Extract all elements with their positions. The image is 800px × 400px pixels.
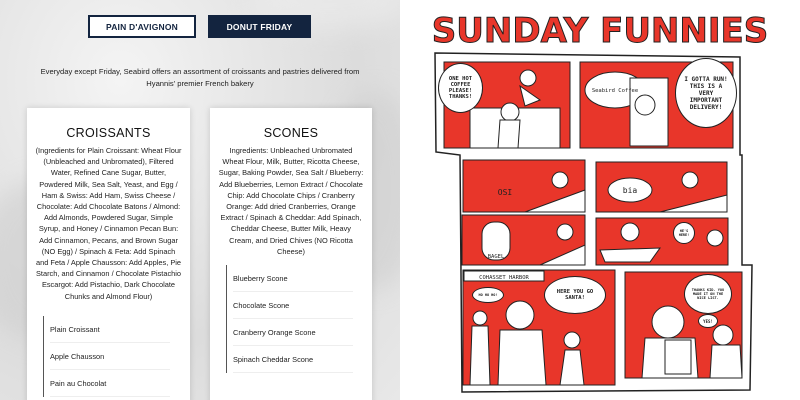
speech-bubble: HE'S HERE! [673,222,695,244]
croissants-ingredients: (Ingredients for Plain Croissant: Wheat Flour (Unbleached and Unbromated), Filtered Water, Refined Cane Sugar, Butter, Powdered Milk, Sea Salt, Yeast, and Egg / Ham & Swiss: Add Ham, Swiss Cheese / Chocolate: Add Chocolate Batons / Almond: Add Almonds, Powdered Sugar, Simple Syrup, and Honey / Cinnamon Pecan Bun: Add Cinnamon, Pecans, and Brown Sugar (NO Egg) / Spinach & Feta: Add Spinach and Feta / Apple Chausson: Add Apples, Pie Starch, and Cinnamon / Chocolate Pistachio Escargot: Add Pistachio, Dark Chocolate Chunks and Almond Flour) [35,146,182,301]
comic-title: SUNDAY FUNNIES [431,11,769,51]
speech-bubble: THANKS KID. YOU MADE IT ON THE NICE LIST. [684,274,732,314]
speech-bubble: I GOTTA RUN! THIS IS A VERY IMPORTANT DELIVERY! [675,58,737,128]
croissants-card [27,108,190,400]
sign-cohasset: COHASSET HARBOR [479,275,529,281]
scones-list [226,265,364,373]
sign-seabird: Seabird Coffee [591,88,639,94]
list-item[interactable]: Pain au Chocolat [50,370,170,397]
list-item[interactable]: Blueberry Scone [233,265,353,292]
description: Everyday except Friday, Seabird offers an assortment of croissants and pastries delivered from Hyannis' premier French bakery [40,67,360,88]
tab-pain-davignon[interactable]: PAIN D'AVIGNON [88,15,196,38]
croissants-list [43,316,182,397]
tab-donut-friday[interactable]: DONUT FRIDAY [208,15,311,38]
comic-illustration [400,0,800,400]
sign-osi: OSI [497,188,513,197]
speech-bubble: HERE YOU GO SANTA! [544,276,606,314]
speech-bubble: YES! [698,314,718,328]
speech-bubble: HO HO HO! [472,287,504,303]
scones-card [210,108,372,400]
croissants-title: CROISSANTS [66,126,151,140]
scones-title: SCONES [263,126,319,140]
list-item[interactable]: Spinach Cheddar Scone [233,346,353,373]
comic-strip [400,0,800,400]
scones-ingredients: Ingredients: Unbleached Unbromated Wheat Flour, Milk, Butter, Ricotta Cheese, Sugar, Baking Powder, Sea Salt / Blueberry: Add Blueberries, Lemon Extract / Chocolate Chip: Add Chocolate Chips / Cranberry Orange: Add dried Cranberries, Orange Extract / Spinach & Cheddar: Add Spinach, Cheddar Cheese, Butter Milk, Heavy Cream, and Dried Chives (NO Ricotta Cheese) [218,146,364,256]
sign-bia: bia [622,186,638,195]
speech-bubble: ONE HOT COFFEE PLEASE! THANKS! [438,63,483,113]
list-item[interactable]: Chocolate Scone [233,292,353,319]
list-item[interactable]: Plain Croissant [50,316,170,343]
sign-bagel: BAGEL [487,254,505,260]
list-item[interactable]: Cranberry Orange Scone [233,319,353,346]
list-item[interactable]: Apple Chausson [50,343,170,370]
